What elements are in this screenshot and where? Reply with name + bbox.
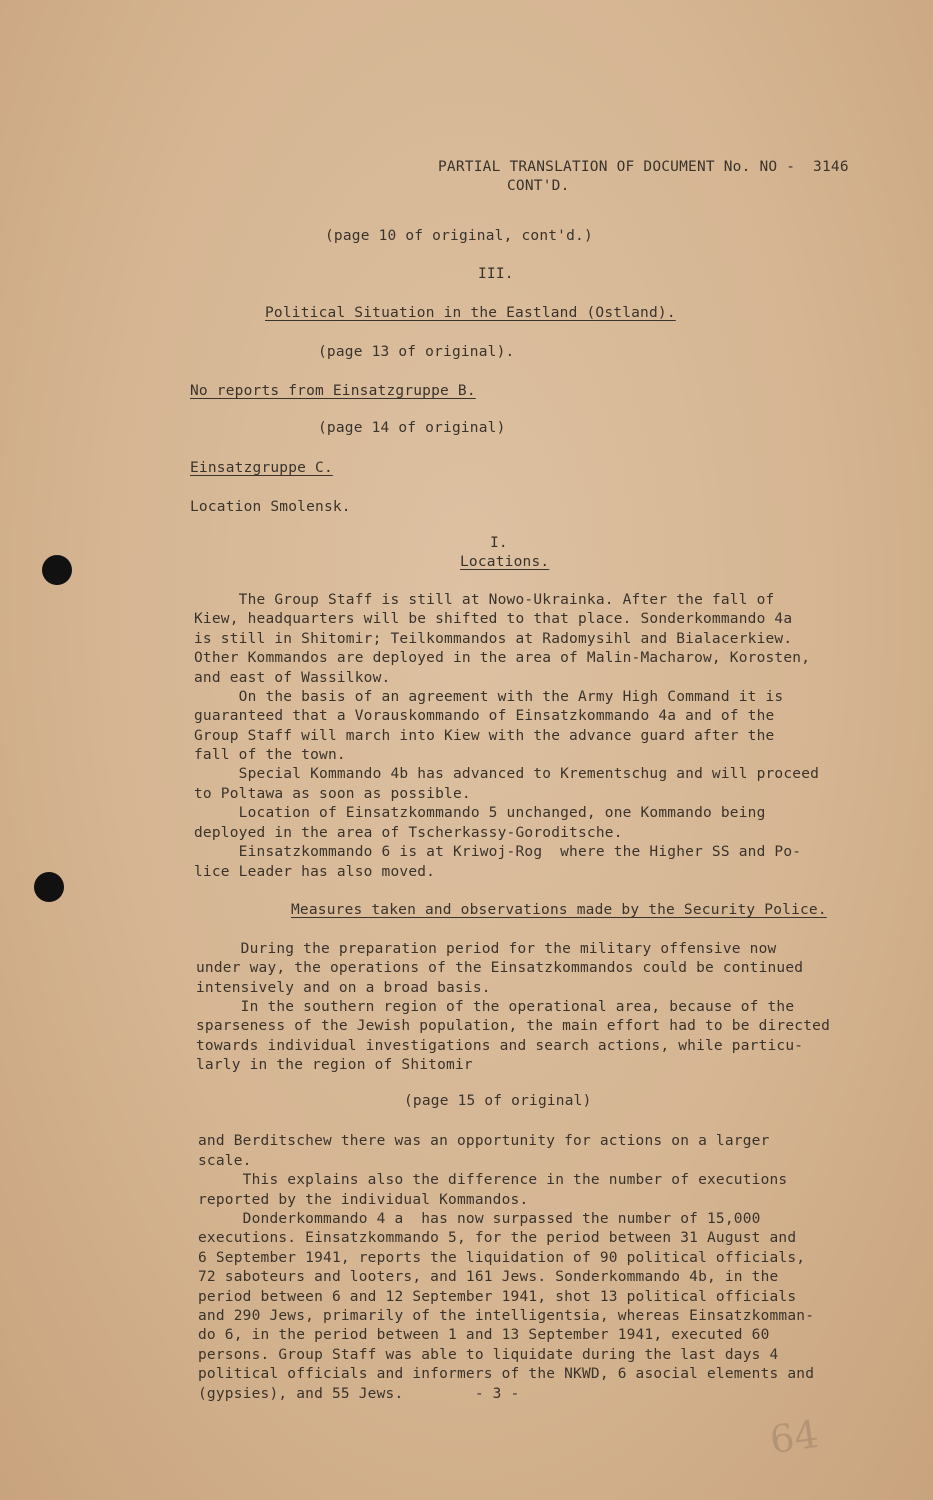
- handwritten-page-number: 64: [767, 1411, 822, 1463]
- text-line: do 6, in the period between 1 and 13 September 1941, executed 60: [198, 1327, 770, 1343]
- text-line: Other Kommandos are deployed in the area of Malin-Macharow, Korosten,: [194, 650, 811, 666]
- text-line: 6 September 1941, reports the liquidation of 90 political officials,: [198, 1250, 806, 1266]
- text-line: intensively and on a broad basis.: [196, 980, 491, 996]
- text-line: Donderkommando 4 a has now surpassed the number of 15,000: [198, 1211, 761, 1227]
- text-line: fall of the town.: [194, 747, 346, 763]
- text-line: political officials and informers of the NKWD, 6 asocial elements and: [198, 1366, 815, 1382]
- text-line: deployed in the area of Tscherkassy-Goroditsche.: [194, 825, 623, 841]
- text-line: towards individual investigations and search actions, while particu-: [196, 1038, 804, 1054]
- measures-heading: Measures taken and observations made by the Security Police.: [291, 902, 827, 918]
- section-3-title: Political Situation in the Eastland (Ostland).: [265, 305, 676, 321]
- text-line: period between 6 and 12 September 1941, shot 13 political officials: [198, 1289, 797, 1305]
- text-line: executions. Einsatzkommando 5, for the period between 31 August and: [198, 1230, 797, 1246]
- punch-hole-top: [42, 555, 72, 585]
- text-line: Location of Einsatzkommando 5 unchanged, one Kommando being: [194, 805, 766, 821]
- punch-hole-bottom: [34, 872, 64, 902]
- text-line: Kiew, headquarters will be shifted to that place. Sonderkommando 4a: [194, 611, 793, 627]
- page-ref-14: (page 14 of original): [318, 420, 506, 436]
- header-contd: CONT'D.: [507, 178, 570, 194]
- text-line: sparseness of the Jewish population, the main effort had to be directed: [196, 1018, 831, 1034]
- text-line: is still in Shitomir; Teilkommandos at Radomysihl and Bialacerkiew.: [194, 631, 793, 647]
- group-c-heading: Einsatzgruppe C.: [190, 460, 333, 476]
- text-line: larly in the region of Shitomir: [196, 1057, 473, 1073]
- text-line: under way, the operations of the Einsatzkommandos could be continued: [196, 960, 804, 976]
- text-line: This explains also the difference in the number of executions: [198, 1172, 788, 1188]
- section-number-1: I.: [490, 535, 508, 551]
- text-line: guaranteed that a Vorauskommando of Einsatzkommando 4a and of the: [194, 708, 775, 724]
- page-ref-13: (page 13 of original).: [318, 344, 515, 360]
- text-line: The Group Staff is still at Nowo-Ukrainka. After the fall of: [194, 592, 775, 608]
- text-line: and Berditschew there was an opportunity for actions on a larger: [198, 1133, 770, 1149]
- section-1-title: Locations.: [460, 554, 550, 570]
- text-line: scale.: [198, 1153, 252, 1169]
- text-line: During the preparation period for the military offensive now: [196, 941, 777, 957]
- text-line: 72 saboteurs and looters, and 161 Jews. Sonderkommando 4b, in the: [198, 1269, 779, 1285]
- no-reports-line: No reports from Einsatzgruppe B.: [190, 383, 476, 399]
- text-line: In the southern region of the operational area, because of the: [196, 999, 795, 1015]
- page-ref-10: (page 10 of original, cont'd.): [325, 228, 593, 244]
- text-line: and 290 Jews, primarily of the intelligentsia, whereas Einsatzkomman-: [198, 1308, 815, 1324]
- text-line: On the basis of an agreement with the Army High Command it is: [194, 689, 784, 705]
- text-line: and east of Wassilkow.: [194, 670, 391, 686]
- text-line: persons. Group Staff was able to liquidate during the last days 4: [198, 1347, 779, 1363]
- text-line: reported by the individual Kommandos.: [198, 1192, 529, 1208]
- header-title: PARTIAL TRANSLATION OF DOCUMENT No. NO - 3146: [438, 159, 849, 175]
- location-line: Location Smolensk.: [190, 499, 351, 515]
- text-line: Special Kommando 4b has advanced to Krementschug and will proceed: [194, 766, 820, 782]
- text-line: to Poltawa as soon as possible.: [194, 786, 471, 802]
- text-line: Einsatzkommando 6 is at Kriwoj-Rog where the Higher SS and Po-: [194, 844, 802, 860]
- text-line: lice Leader has also moved.: [194, 864, 436, 880]
- text-line: Group Staff will march into Kiew with the advance guard after the: [194, 728, 775, 744]
- text-line: (gypsies), and 55 Jews. - 3 -: [198, 1386, 520, 1402]
- page-ref-15: (page 15 of original): [404, 1093, 592, 1109]
- section-number-3: III.: [478, 266, 514, 282]
